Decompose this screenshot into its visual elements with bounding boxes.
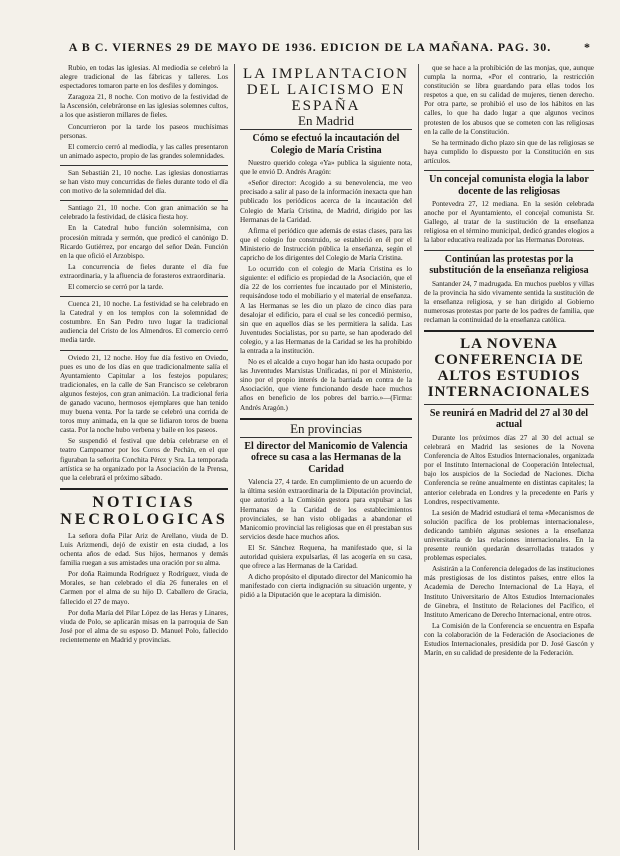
article-paragraph: La concurrencia de fieles durante el día fue extraordinaria, y la afluencia de forasteros extraordinaria. — [60, 262, 228, 280]
section-rule — [424, 330, 594, 332]
section-rule — [60, 296, 228, 297]
section-rule — [424, 170, 594, 171]
article-paragraph: Rubio, en todas las iglesias. Al mediodía se celebró la alegre tradicional de las fábricas y talleres. Los espectadores tomaron parte en los desfiles y domingos. — [60, 64, 228, 91]
article-paragraph: Cuenca 21, 10 noche. La festividad se ha celebrado en la Catedral y en los templos con la solemnidad de costumbre. En San Pedro tuvo lugar la tradicional audiencia del Cristo de los Almendros. El comercio cerró media tarde. — [60, 300, 228, 345]
column-divider — [418, 64, 419, 850]
article-paragraph: La señora doña Pilar Ariz de Arellano, viuda de D. Luis Arizmendi, dejó de existir en esta ciudad, a los ochenta años de edad. Sus hijos, hermanos y demás familia ruegan a sus amistades una oración por su alma. — [60, 531, 228, 568]
article-paragraph: No es el alcalde a cuyo hogar han ido hasta ocupado por las Juventudes Marxistas Unificadas, ni por el Ministerio, sino por el propio interés de la barriada en contra de la Asociación, que viene funcionando desde hace muchos años en beneficio de los pobres del barrio.»—(Firma: Andrés Aragón.) — [240, 358, 412, 412]
article-paragraph: Lo ocurrido con el colegio de María Cristina es lo siguiente: el edificio es propiedad de la Asociación, que el día 22 de los corrientes fue incautado por el Ministerio, requisándose todo el mobiliario y el material de enseñanza. A las Hermanas se les dio un plazo de cinco días para desalojar el edificio, para el cual se les concedió permiso, sin que en aquellos días se les permitiera la salida. Las Juventudes Socialistas, por su parte, se han apoderado del colegio, y a las Hermanas de la Caridad se les ha prohibido la entrada a la institución. — [240, 265, 412, 355]
section-headline: LA NOVENA CONFERENCIA DE ALTOS ESTUDIOS INTERNACIONALES — [427, 335, 591, 400]
article-paragraph: que se hace a la prohibición de las monjas, que, aunque cumpla la norma, «Por el contrario, la restricción constitución se libra guardando para ellas todos los respetos a que, en su calidad de mujeres, tienen derecho. Por otra parte, se prohibió el uso de los hábitos en las calles, lo que ha dado lugar a que algunos vecinos protesten de los abusos que se cometen con las religiosas en la calle de la Constitución. — [424, 64, 594, 136]
article-paragraph: El comercio se cerró por la tarde. — [68, 282, 164, 291]
article-paragraph: Por doña María del Pilar López de las Heras y Linares, viuda de Polo, se aplicarán misas en la parroquia de San José por el alma de su esposo D. Manuel Polo, fallecido recientemente en Madrid y provincias. — [60, 608, 228, 644]
article-paragraph: El Sr. Sánchez Requena, ha manifestado que, si la autoridad quisiera expulsarlas, él las acogería en su casa, que ofrece a las Hermanas de la Caridad. — [240, 543, 412, 571]
page-header: A B C. VIERNES 29 DE MAYO DE 1936. EDICION DE LA MAÑANA. PAG. 30. — [68, 40, 552, 54]
section-rule — [60, 165, 228, 166]
section-rule — [60, 200, 228, 201]
section-subhead: En provincias — [290, 420, 362, 436]
article-headline: Se reunirá en Madrid del 27 al 30 del actual — [429, 407, 589, 431]
article-paragraph: Zaragoza 21, 8 noche. Con motivo de la festividad de la Ascensión, celebráronse en las iglesias solemnes cultos, a los que asistieron millares de fieles. — [60, 93, 228, 120]
section-rule — [60, 350, 228, 351]
section-rule — [424, 404, 594, 405]
article-paragraph: El comercio cerró al mediodía, y las calles presentaron un animado aspecto, propio de las grandes solemnidades. — [60, 142, 228, 160]
section-rule — [240, 418, 412, 420]
article-paragraph: Concurrieron por la tarde los paseos muchísimas personas. — [60, 122, 228, 140]
article-paragraph: Afirma el periódico que además de estas clases, para las que el colegio fue construido, se estableció en él por el Ministerio de Instrucción pública la enseñanza, según el capricho de los dirigentes del Colegio de María Cristina. — [240, 226, 412, 263]
column-center — [240, 64, 412, 850]
article-paragraph: Por doña Raimunda Rodríguez y Rodríguez, viuda de Morales, se han celebrado el día 26 funerales en el Carmen por el alma de su hijo D. Caballero de Gracia, fallecido el 27 de mayo. — [60, 570, 228, 606]
article-headline: Un concejal comunista elogia la labor docente de las religiosas — [429, 174, 589, 197]
page-mark: * — [584, 40, 590, 54]
article-paragraph: Asistirán a la Conferencia delegados de las instituciones más prestigiosas de los distintos países, entre ellos la Academia de Derecho Internacional de La Haya, el Instituto Universitario de Altos Estudios Internacionales de Ginebra, el Instituto de Relaciones del Pacífico, el Instituto Americano de Derecho Internacional, entre otros. — [424, 565, 594, 619]
section-rule — [240, 437, 412, 438]
article-paragraph: Valencia 27, 4 tarde. En cumplimiento de un acuerdo de la última sesión extraordinaria de la Diputación provincial, que autorizó a la Comisión gestora para expulsar a las Hermanas de la Caridad de los establecimientos provinciales, se han visto obligadas a abandonar el Manicomio provincial las religiosas que en él prestaban sus servicios desde hace muchos años. — [240, 478, 412, 541]
article-paragraph: Durante los próximos días 27 al 30 del actual se celebrará en Madrid las sesiones de la Novena Conferencia de Altos Estudios Internacionales, organizada por el Instituto Internacional de Cooperación Intelectual, bajo los auspicios de la Sociedad de Naciones. Dicha Conferencia se reúne anualmente en distintas capitales; la anterior celebrada en Londres y la precedente en París y Londres, respectivamente. — [424, 433, 594, 506]
section-rule — [240, 129, 412, 130]
article-headline: Cómo se efectuó la incautación del Colegio de María Cristina — [252, 133, 400, 156]
article-paragraph: Se suspendió el festival que debía celebrarse en el teatro Campoamor por los Coros de Pechán, en el que figuraban la señorita Conchita Pérez y Sra. La temporada artística se ha organizado por la Asociación de la Prensa, que la celebrará el próximo sábado. — [60, 437, 228, 482]
article-paragraph: Nuestro querido colega «Ya» publica la siguiente nota, que le envió D. Andrés Aragón: — [240, 159, 412, 177]
section-subhead: En Madrid — [298, 113, 354, 128]
article-paragraph: Oviedo 21, 12 noche. Hoy fue día festivo en Oviedo, pues es uno de los días en que tradicionalmente salía el Ayuntamiento Capitular a los festejos populares; tradicionales, en la calle de San Francisco se celebraron algunos festejos, con gran animación. La tradicional feria de ganado vacuno, hermosos ejemplares que han tenido muy buena venta. Por la tarde se celebró una corrida de toros muy animada, en la que se lidiaron toros de buena casta. Por la noche hubo verbena y baile en los paseos. — [60, 353, 228, 435]
column-divider — [234, 64, 235, 850]
article-paragraph: Se ha terminado dicho plazo sin que de las religiosas se haya cumplido lo dispuesto por la Constitución en sus artículos. — [424, 138, 594, 165]
article-paragraph: San Sebastián 21, 10 noche. Las iglesias donostiarras se han visto muy concurridas de fieles durante todo el día con motivo de la solemnidad del día. — [60, 168, 228, 196]
section-headline: LA IMPLANTACION DEL LAICISMO EN ESPAÑA — [243, 66, 409, 114]
article-headline: El director del Manicomio de Valencia ofrece su casa a las Hermanas de la Caridad — [244, 440, 408, 475]
section-headline: NOTICIAS NECROLOGICAS — [60, 493, 228, 528]
article-paragraph: En la Catedral hubo función solemnísima, con procesión mitrada y sermón, que predicó el canónigo D. Ricardo Gutiérrez, por encargo del señor Deán. Función en la que ofició el Arzobispo. — [60, 224, 228, 260]
article-paragraph: Santander 24, 7 madrugada. En muchos pueblos y villas de la provincia ha sido vivamente sentida la sustitución de la enseñanza religiosa, y se han dirigido al Gobierno numerosas protestas por parte de los padres de familia, que reclaman la continuidad de la enseñanza católica. — [424, 279, 594, 324]
article-paragraph: A dicho propósito el diputado director del Manicomio ha manifestado con cierta indignación su situación urgente, y pidió a la Diputación que le aceptara la dimisión. — [240, 573, 412, 600]
column-right — [424, 64, 594, 850]
article-paragraph: Santiago 21, 10 noche. Con gran animación se ha celebrado la festividad, de clásica fiesta hoy. — [60, 204, 228, 222]
article-paragraph: La Comisión de la Conferencia se encuentra en España con la colaboración de la Federación de Asociaciones de Estudios Internacionales, presidida por D. José Gascón y Marín, en su calidad de presidente de la Federación. — [424, 621, 594, 658]
column-left — [60, 64, 228, 850]
section-rule — [60, 488, 228, 490]
article-headline: Continúan las protestas por la substitución de la enseñanza religiosa — [429, 253, 589, 276]
article-paragraph: La sesión de Madrid estudiará el tema «Mecanismos de solución pacífica de los problemas internacionales», dedicando también algunas sesiones a la enseñanza universitaria de las relaciones internacionales. En la presente reunión quedarán desarrolladas tratados y problemas especiales. — [424, 508, 594, 563]
article-paragraph: «Señor director: Acogido a su benevolencia, me veo precisado a salir al paso de la información inexacta que han publicado los periódicos acerca de la incautación del Colegio de María Cristina, de Madrid, dirigido por las Hermanas de la Caridad. — [240, 179, 412, 224]
section-rule — [424, 250, 594, 251]
article-paragraph: Pontevedra 27, 12 mediana. En la sesión celebrada anoche por el Ayuntamiento, el concejal comunista Sr. Gallego, al tratar de la sustitución de la enseñanza religiosa en el término municipal, dedicó grandes elogios a la labor educativa realizada por las Hermanas Doroteas. — [424, 200, 594, 245]
